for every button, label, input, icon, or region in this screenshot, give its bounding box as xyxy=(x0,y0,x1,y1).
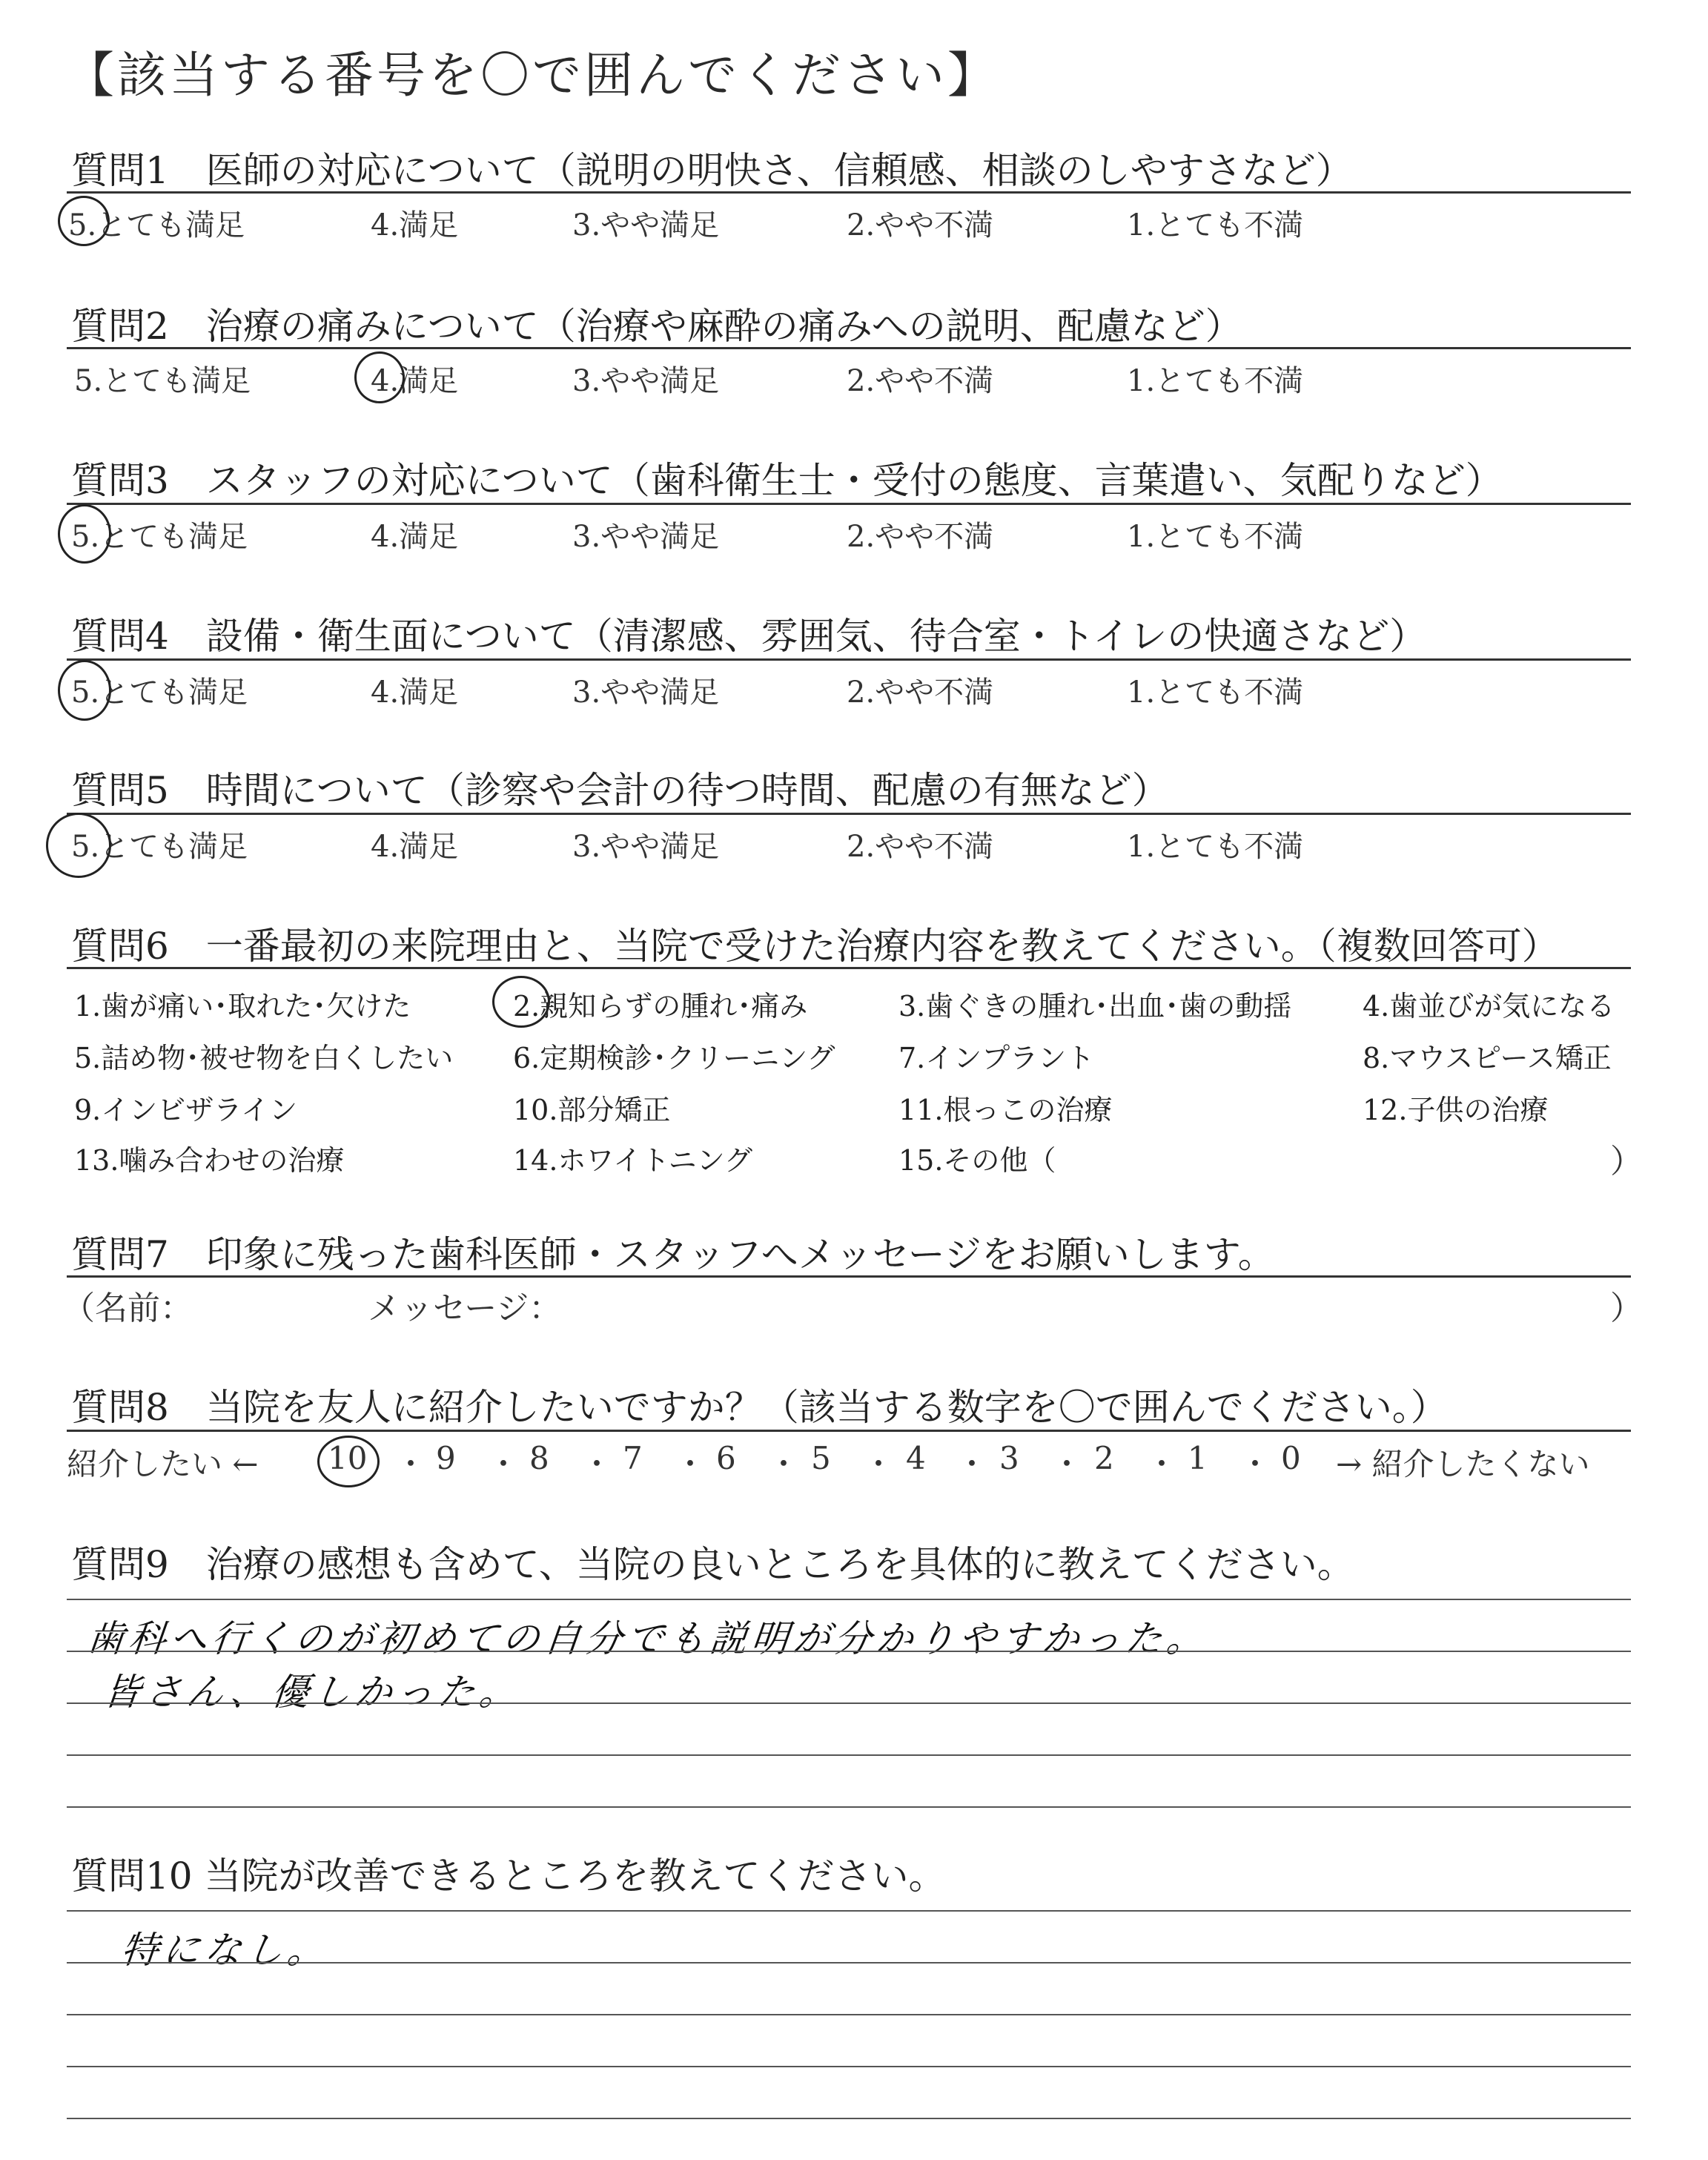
q7-close-paren: ） xyxy=(1610,1289,1643,1327)
question-4-label: 質問4 設備・衛生面について（清潔感、雰囲気、待合室・トイレの快適さなど） xyxy=(71,615,1427,658)
divider xyxy=(67,813,1631,815)
q1-selection-circle xyxy=(58,196,110,246)
q5-option-1[interactable]: 1.とても不満 xyxy=(1127,830,1304,864)
q8-score-3[interactable]: 3 xyxy=(999,1440,1019,1476)
q8-score-9[interactable]: 9 xyxy=(436,1440,456,1476)
q3-option-1[interactable]: 1.とても不満 xyxy=(1127,520,1304,554)
q1-option-4[interactable]: 4.満足 xyxy=(371,208,459,242)
answer-line xyxy=(67,1910,1631,1912)
q8-score-6[interactable]: 6 xyxy=(716,1440,736,1476)
q6-item-11[interactable]: 11.根っこの治療 xyxy=(898,1094,1113,1126)
q5-selection-circle xyxy=(46,813,111,878)
q8-score-0[interactable]: 0 xyxy=(1281,1440,1301,1476)
question-10-label: 質問10 当院が改善できるところを教えてください。 xyxy=(71,1855,946,1898)
q8-score-1[interactable]: 1 xyxy=(1188,1440,1208,1476)
q6-item-5[interactable]: 5.詰め物･被せ物を白くしたい xyxy=(74,1042,454,1074)
q8-dot: ・ xyxy=(863,1446,895,1482)
q8-score-8[interactable]: 8 xyxy=(529,1440,549,1476)
divider xyxy=(67,658,1631,661)
q4-selection-circle xyxy=(58,660,111,721)
q3-option-4[interactable]: 4.満足 xyxy=(371,520,459,554)
q1-option-5[interactable]: 5.とても満足 xyxy=(68,208,245,242)
answer-line xyxy=(67,1599,1631,1600)
answer-line xyxy=(67,1806,1631,1808)
q8-dot: ・ xyxy=(675,1446,706,1482)
answer-line xyxy=(67,2014,1631,2015)
q8-dot: ・ xyxy=(581,1446,613,1482)
question-3-label: 質問3 スタッフの対応について（歯科衛生士・受付の態度、言葉遣い、気配りなど） xyxy=(71,459,1503,502)
q6-item-2[interactable]: 2.親知らずの腫れ･痛み xyxy=(513,990,808,1023)
q4-option-1[interactable]: 1.とても不満 xyxy=(1127,676,1304,710)
q6-item-3[interactable]: 3.歯ぐきの腫れ･出血･歯の動揺 xyxy=(898,990,1292,1023)
q8-dot: ・ xyxy=(956,1446,988,1482)
divider xyxy=(67,503,1631,505)
q8-score-7[interactable]: 7 xyxy=(623,1440,643,1476)
q7-name-label: （名前： xyxy=(62,1289,193,1327)
q1-option-2[interactable]: 2.やや不満 xyxy=(847,208,994,242)
divider xyxy=(67,1430,1631,1432)
q2-option-1[interactable]: 1.とても不満 xyxy=(1127,364,1304,398)
q9-handwritten-answer-line-2: 皆さん、優しかった。 xyxy=(101,1671,523,1714)
q8-score-10[interactable]: 10 xyxy=(328,1440,368,1476)
page-title: 【該当する番号を〇で囲んでください】 xyxy=(65,47,999,104)
q3-option-3[interactable]: 3.やや満足 xyxy=(572,520,720,554)
question-7-label: 質問7 印象に残った歯科医師・スタッフへメッセージをお願いします。 xyxy=(71,1233,1275,1276)
q8-dot: ・ xyxy=(395,1446,427,1482)
question-6-label: 質問6 一番最初の来院理由と、当院で受けた治療内容を教えてください。（複数回答可） xyxy=(71,925,1559,968)
answer-line xyxy=(67,1702,1631,1704)
q8-selection-circle xyxy=(317,1436,380,1487)
q8-score-2[interactable]: 2 xyxy=(1094,1440,1114,1476)
q2-option-4[interactable]: 4.満足 xyxy=(371,364,459,398)
q2-selection-circle xyxy=(354,351,405,403)
q6-item-1[interactable]: 1.歯が痛い･取れた･欠けた xyxy=(74,990,411,1023)
q8-dot: ・ xyxy=(768,1446,800,1482)
q3-selection-circle xyxy=(58,504,111,564)
answer-line xyxy=(67,2066,1631,2067)
q6-item-10[interactable]: 10.部分矯正 xyxy=(513,1094,671,1126)
q8-dot: ・ xyxy=(1051,1446,1083,1482)
q6-item-9[interactable]: 9.インビザライン xyxy=(74,1094,298,1126)
q5-option-5[interactable]: 5.とても満足 xyxy=(71,830,248,864)
q8-dot: ・ xyxy=(488,1446,520,1482)
question-5-label: 質問5 時間について（診察や会計の待つ時間、配慮の有無など） xyxy=(71,769,1169,812)
q4-option-3[interactable]: 3.やや満足 xyxy=(572,676,720,710)
q6-item-15[interactable]: 15.その他（ xyxy=(898,1144,1056,1177)
q6-other-close-paren: ） xyxy=(1610,1143,1643,1180)
q2-option-2[interactable]: 2.やや不満 xyxy=(847,364,994,398)
q5-option-3[interactable]: 3.やや満足 xyxy=(572,830,720,864)
divider xyxy=(67,1275,1631,1278)
q5-option-2[interactable]: 2.やや不満 xyxy=(847,830,994,864)
q6-item-8[interactable]: 8.マウスピース矯正 xyxy=(1363,1042,1612,1074)
q2-option-5[interactable]: 5.とても満足 xyxy=(74,364,251,398)
q1-option-3[interactable]: 3.やや満足 xyxy=(572,208,720,242)
q5-option-4[interactable]: 4.満足 xyxy=(371,830,459,864)
q8-left-label: 紹介したい ← xyxy=(67,1446,259,1482)
question-2-label: 質問2 治療の痛みについて（治療や麻酔の痛みへの説明、配慮など） xyxy=(71,305,1242,348)
q4-option-4[interactable]: 4.満足 xyxy=(371,676,459,710)
q1-option-1[interactable]: 1.とても不満 xyxy=(1127,208,1304,242)
q10-handwritten-answer: 特になし。 xyxy=(119,1929,331,1972)
q6-item-7[interactable]: 7.インプラント xyxy=(898,1042,1095,1074)
q8-dot: ・ xyxy=(1146,1446,1178,1482)
answer-line xyxy=(67,1754,1631,1756)
divider xyxy=(67,191,1631,194)
q8-score-5[interactable]: 5 xyxy=(811,1440,831,1476)
q6-selection-circle xyxy=(492,976,550,1028)
q7-message-label: メッセージ： xyxy=(368,1289,562,1327)
q6-item-6[interactable]: 6.定期検診･クリーニング xyxy=(513,1042,835,1074)
q4-option-2[interactable]: 2.やや不満 xyxy=(847,676,994,710)
question-1-label: 質問1 医師の対応について（説明の明快さ、信頼感、相談のしやすさなど） xyxy=(71,149,1353,192)
q3-option-5[interactable]: 5.とても満足 xyxy=(71,520,248,554)
answer-line xyxy=(67,2118,1631,2119)
question-9-label: 質問9 治療の感想も含めて、当院の良いところを具体的に教えてください。 xyxy=(71,1543,1354,1586)
q6-item-12[interactable]: 12.子供の治療 xyxy=(1363,1094,1549,1126)
answer-line xyxy=(67,1962,1631,1964)
q4-option-5[interactable]: 5.とても満足 xyxy=(71,676,248,710)
q8-score-4[interactable]: 4 xyxy=(906,1440,926,1476)
answer-line xyxy=(67,1651,1631,1652)
q6-item-13[interactable]: 13.噛み合わせの治療 xyxy=(74,1144,345,1177)
q8-right-label: → 紹介したくない xyxy=(1336,1446,1590,1482)
q8-dot: ・ xyxy=(1239,1446,1271,1482)
q9-handwritten-answer-line-1: 歯科へ行くのが初めての自分でも説明が分かりやすかった。 xyxy=(85,1617,1211,1660)
divider xyxy=(67,347,1631,349)
q6-item-4[interactable]: 4.歯並びが気になる xyxy=(1363,990,1615,1023)
question-8-label: 質問8 当院を友人に紹介したいですか？（該当する数字を〇で囲んでください。） xyxy=(71,1386,1448,1429)
q3-option-2[interactable]: 2.やや不満 xyxy=(847,520,994,554)
divider xyxy=(67,967,1631,969)
q2-option-3[interactable]: 3.やや満足 xyxy=(572,364,720,398)
q6-item-14[interactable]: 14.ホワイトニング xyxy=(513,1144,753,1177)
